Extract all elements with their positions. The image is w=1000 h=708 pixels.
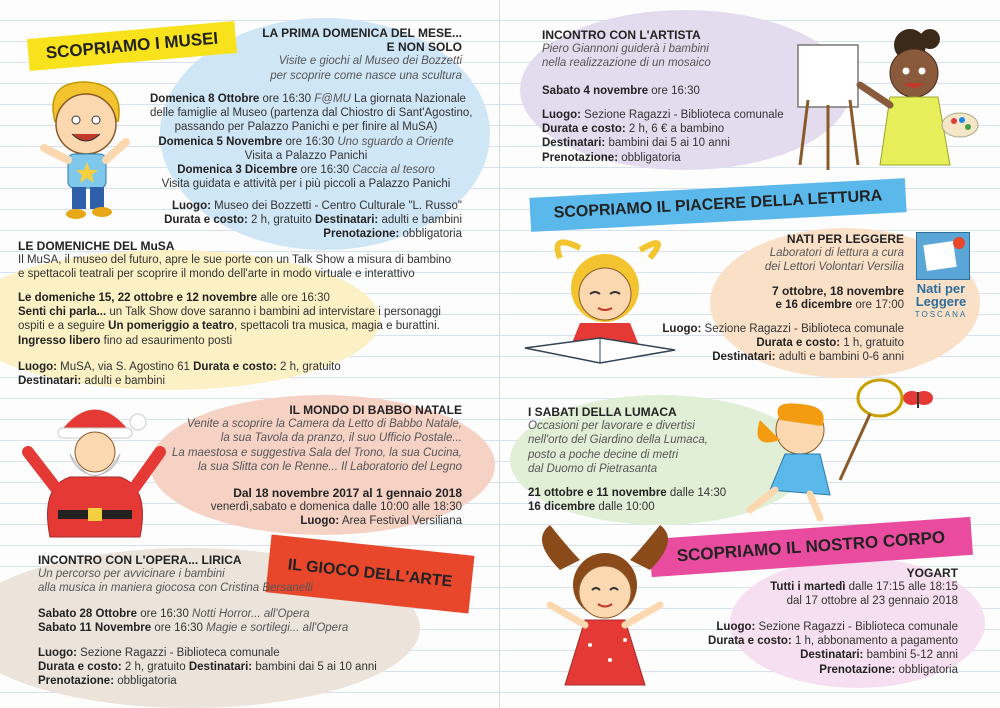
nati-luogo-label: Luogo: <box>662 323 702 335</box>
yogart-durata-label: Durata e costo: <box>708 635 792 648</box>
e1-date: Domenica 8 Ottobre <box>150 93 260 105</box>
musa-dates: Le domeniche 15, 22 ottobre e 12 novembre <box>18 292 258 304</box>
nati-l1: Laboratori di lettura a cura <box>769 247 904 260</box>
opera-durata-label: Durata e costo: <box>38 661 122 674</box>
logo-image <box>916 232 970 280</box>
opera-title: INCONTRO CON L'OPERA... LIRICA <box>38 553 242 567</box>
artista-dest: bambini dai 5 ai 10 anni <box>605 137 730 150</box>
nati-l2: dei Lettori Volontari Versilia <box>764 261 904 274</box>
babbo-days: venerdì,sabato e domenica dalle 10:00 alle 18:30 <box>210 501 462 514</box>
musa-dates-time: alle ore 16:30 <box>257 292 330 304</box>
opera-d2: Sabato 11 Novembre <box>38 622 152 635</box>
musa-l1: Il MuSA, il museo del futuro, apre le sue porte con un Talk Show a misura di bambino <box>18 254 452 267</box>
musa-luogo-label: Luogo: <box>18 361 57 373</box>
opera-d1: Sabato 28 Ottobre <box>38 608 138 620</box>
yogart-luogo-label: Luogo: <box>716 621 756 633</box>
domenica-pren: obbligatoria <box>399 228 462 241</box>
yogart-title: YOGART <box>906 566 958 580</box>
musa-l4: ospiti e a seguire <box>18 320 109 333</box>
banner-musei-text: SCOPRIAMO I MUSEI <box>45 28 219 63</box>
musa-durata: 2 h, gratuito <box>276 361 341 373</box>
artista-pren-label: Prenotazione: <box>542 151 619 164</box>
artista-pren: obbligatoria <box>618 151 681 164</box>
musa-durata-label: Durata e costo: <box>193 361 277 373</box>
musa-dest: adulti e bambini <box>81 375 166 388</box>
e3-title: Caccia al tesoro <box>352 164 435 177</box>
e2-time: ore 16:30 <box>282 135 338 148</box>
right-page <box>500 0 1000 708</box>
lumaca-section <box>528 405 708 476</box>
artista-luogo: Sezione Ragazzi - Biblioteca comunale <box>580 109 784 121</box>
opera-luogo-label: Luogo: <box>38 647 77 659</box>
logo-book-icon <box>923 241 956 271</box>
logo-text <box>912 282 970 321</box>
nati-dates-1: 7 ottobre, 18 novembre <box>771 284 904 298</box>
musa-l2: e spettacoli teatrali per scoprire il mondo dell'arte in modo virtuale e interattivo <box>18 268 415 281</box>
domenica-dest-label: Destinatari: <box>314 214 379 227</box>
domenica-sub1: Visite e giochi al Museo dei Bozzetti <box>278 55 462 68</box>
domenica-sub2: per scoprire come nasce una scultura <box>270 69 462 82</box>
babbo-l4: la sua Slitta con le Renne... Il Laboratorio del Legno <box>197 460 462 473</box>
yogart-l2: dal 17 ottobre al 23 gennaio 2018 <box>786 595 958 608</box>
banner-piacere-lettura <box>529 178 906 232</box>
babbo-l1: Venite a scoprire la Camera da Letto di Babbo Natale, <box>186 418 462 431</box>
lumaca-d1: 21 ottobre <box>528 487 584 499</box>
e2-date: Domenica 5 Novembre <box>158 135 283 148</box>
domenica-dest: adulti e bambini <box>378 214 462 227</box>
yogart-durata: 1 h, abbonamento a pagamento <box>791 635 958 648</box>
e1-l2: delle famiglie al Museo (partenza dal Chiostro di Sant'Agostino, <box>150 107 473 120</box>
domenica-durata-label: Durata e costo: <box>164 214 248 227</box>
lumaca-l3: posto a poche decine di metri <box>528 448 679 461</box>
musa-pomeriggio: Un pomeriggio a teatro <box>108 320 235 333</box>
artista-durata-label: Durata e costo: <box>542 123 626 136</box>
opera-d2-title: Magie e sortilegi... all'Opera <box>206 622 349 635</box>
musa-luogo: MuSA, via S. Agostino 61 <box>56 361 194 373</box>
opera-d1-time: ore 16:30 <box>137 608 193 620</box>
logo-accent <box>953 237 965 249</box>
e1-l3: passando per Palazzo Panichi e per finire al MuSA) <box>174 121 438 134</box>
nati-durata-label: Durata e costo: <box>756 337 841 350</box>
opera-info <box>38 646 377 689</box>
nati-durata: 1 h, gratuito <box>840 337 904 350</box>
e2-title: Uno sguardo a Oriente <box>337 135 454 148</box>
artista-details <box>542 108 784 165</box>
opera-pren: obbligatoria <box>114 675 177 688</box>
musa-ingresso-rest: fino ad esaurimento posti <box>100 334 233 347</box>
artista-durata: 2 h, 6 € a bambino <box>625 123 725 136</box>
lumaca-title: I SABATI DELLA LUMACA <box>528 405 677 419</box>
musa-senti-rest: un Talk Show dove saranno i bambini ad intervistare i personaggi <box>106 306 441 319</box>
artista-time: ore 16:30 <box>648 85 700 97</box>
pigtail-girl-illustration <box>530 520 680 700</box>
babbo-l2: la sua Tavola da pranzo, il suo Ufficio Postale... <box>220 432 462 445</box>
boy-illustration <box>30 72 140 222</box>
domenica-luogo: Museo dei Bozzetti - Centro Culturale "L. Russo" <box>210 200 462 212</box>
yogart-l1a: Tutti i martedì <box>770 581 846 594</box>
lumaca-l1: Occasioni per lavorare e divertisi <box>528 420 695 433</box>
babbo-info <box>211 486 462 529</box>
artista-l2: nella realizzazione di un mosaico <box>542 57 711 70</box>
nati-luogo: Sezione Ragazzi - Biblioteca comunale <box>701 323 904 335</box>
musa-info <box>18 360 341 388</box>
babbo-luogo: Area Festival Versiliana <box>339 515 462 528</box>
musa-title: LE DOMENICHE DEL MuSA <box>18 239 175 253</box>
domenica-title1: LA PRIMA DOMENICA DEL MESE... <box>262 26 462 40</box>
banner-arte-text: IL GIOCO DELL'ARTE <box>286 556 454 591</box>
musa-section <box>18 239 451 282</box>
e1-time: ore 16:30 <box>259 93 315 105</box>
artista-l1: Piero Giannoni guiderà i bambini <box>542 43 709 56</box>
lumaca-d2-time: dalle 10:00 <box>595 501 655 514</box>
yogart-pren-label: Prenotazione: <box>819 663 896 676</box>
e1-name: F@MU <box>314 93 351 105</box>
opera-section <box>38 553 313 596</box>
e3-time: ore 16:30 <box>297 164 353 177</box>
yogart-dest-label: Destinatari: <box>800 649 864 662</box>
opera-luogo: Sezione Ragazzi - Biblioteca comunale <box>76 647 280 659</box>
musa-details <box>18 291 441 348</box>
logo-l3: TOSCANA <box>914 310 968 319</box>
nati-dest-label: Destinatari: <box>712 351 776 364</box>
yogart-dest: bambini 5-12 anni <box>863 649 958 662</box>
domenica-pren-label: Prenotazione: <box>323 228 400 241</box>
artista-section <box>542 28 711 71</box>
babbo-luogo-label: Luogo: <box>300 515 340 528</box>
opera-pren-label: Prenotazione: <box>38 675 115 688</box>
lumaca-d1-mid: e <box>583 487 597 499</box>
babbo-section <box>172 403 462 474</box>
artista-info <box>542 84 700 98</box>
lumaca-d1b: 11 novembre <box>596 487 667 499</box>
nati-info <box>662 322 904 365</box>
lumaca-l4: dal Duomo di Pietrasanta <box>528 462 658 475</box>
nati-dates <box>772 284 904 312</box>
artista-luogo-label: Luogo: <box>542 109 581 121</box>
domenica-section <box>262 26 462 83</box>
opera-d1-title: Notti Horror... all'Opera <box>192 608 310 620</box>
domenica-info <box>164 199 462 242</box>
nati-per-leggere-logo <box>912 232 970 321</box>
lumaca-d1-time: dalle 14:30 <box>666 487 727 499</box>
butterfly-net-girl-illustration <box>730 370 900 520</box>
domenica-events <box>150 92 473 191</box>
lumaca-dates <box>528 486 726 514</box>
nati-time: ore 17:00 <box>852 299 904 312</box>
musa-senti: Senti chi parla... <box>18 306 107 319</box>
musa-ingresso: Ingresso libero <box>18 334 101 347</box>
yogart-section <box>770 566 958 609</box>
banner-corpo-text: SCOPRIAMO IL NOSTRO CORPO <box>676 527 946 566</box>
banner-lettura-text: SCOPRIAMO IL PIACERE DELLA LETTURA <box>553 187 883 222</box>
e2-l2: Visita a Palazzo Panichi <box>244 149 368 162</box>
lumaca-l2: nell'orto del Giardino della Lumaca, <box>528 434 708 447</box>
yogart-l1b: dalle 17:15 alle 18:15 <box>845 581 958 594</box>
babbo-dates: Dal 18 novembre 2017 al 1 gennaio 2018 <box>233 486 462 500</box>
domenica-durata: 2 h, gratuito <box>247 214 315 227</box>
babbo-title: IL MONDO DI BABBO NATALE <box>289 403 462 417</box>
butterfly-icon <box>902 388 934 412</box>
e3-date: Domenica 3 Dicembre <box>177 164 298 177</box>
opera-durata: 2 h, gratuito <box>121 661 189 674</box>
yogart-pren: obbligatoria <box>895 663 958 676</box>
painter-girl-illustration <box>790 25 980 175</box>
artista-dest-label: Destinatari: <box>542 137 606 150</box>
logo-l1: Nati per <box>916 281 966 296</box>
yogart-info <box>708 620 958 677</box>
e3-l2: Visita guidata e attività per i più piccoli a Palazzo Panichi <box>161 178 451 191</box>
artista-date: Sabato 4 novembre <box>542 85 649 97</box>
opera-dest-label: Destinatari: <box>188 661 253 674</box>
lumaca-d2: 16 dicembre <box>528 501 596 514</box>
opera-dates <box>38 607 348 635</box>
opera-dest: bambini dai 5 ai 10 anni <box>252 661 377 674</box>
nati-dest: adulti e bambini 0-6 anni <box>775 351 904 364</box>
domenica-title2: E NON SOLO <box>386 40 462 55</box>
logo-l2: Leggere <box>915 294 967 309</box>
domenica-luogo-label: Luogo: <box>171 200 211 212</box>
nati-section <box>765 232 904 275</box>
musa-l4-rest: , spettacoli tra musica, magia e burattini. <box>234 320 440 333</box>
nati-title: NATI PER LEGGERE <box>786 232 904 246</box>
e1-rest: La giornata Nazionale <box>350 93 466 105</box>
opera-l1: Un percorso per avvicinare i bambini <box>38 568 225 581</box>
musa-dest-label: Destinatari: <box>18 375 82 388</box>
opera-l2: alla musica in maniera giocosa con Cristina Bersanelli <box>38 582 313 595</box>
opera-d2-time: ore 16:30 <box>151 622 207 635</box>
nati-dates-2: e 16 dicembre <box>775 299 853 312</box>
santa-illustration <box>20 392 170 542</box>
artista-title: INCONTRO CON L'ARTISTA <box>542 28 701 42</box>
babbo-l3: La maestosa e suggestiva Sala del Trono, la sua Cucina, <box>171 446 462 459</box>
yogart-luogo: Sezione Ragazzi - Biblioteca comunale <box>755 621 958 633</box>
